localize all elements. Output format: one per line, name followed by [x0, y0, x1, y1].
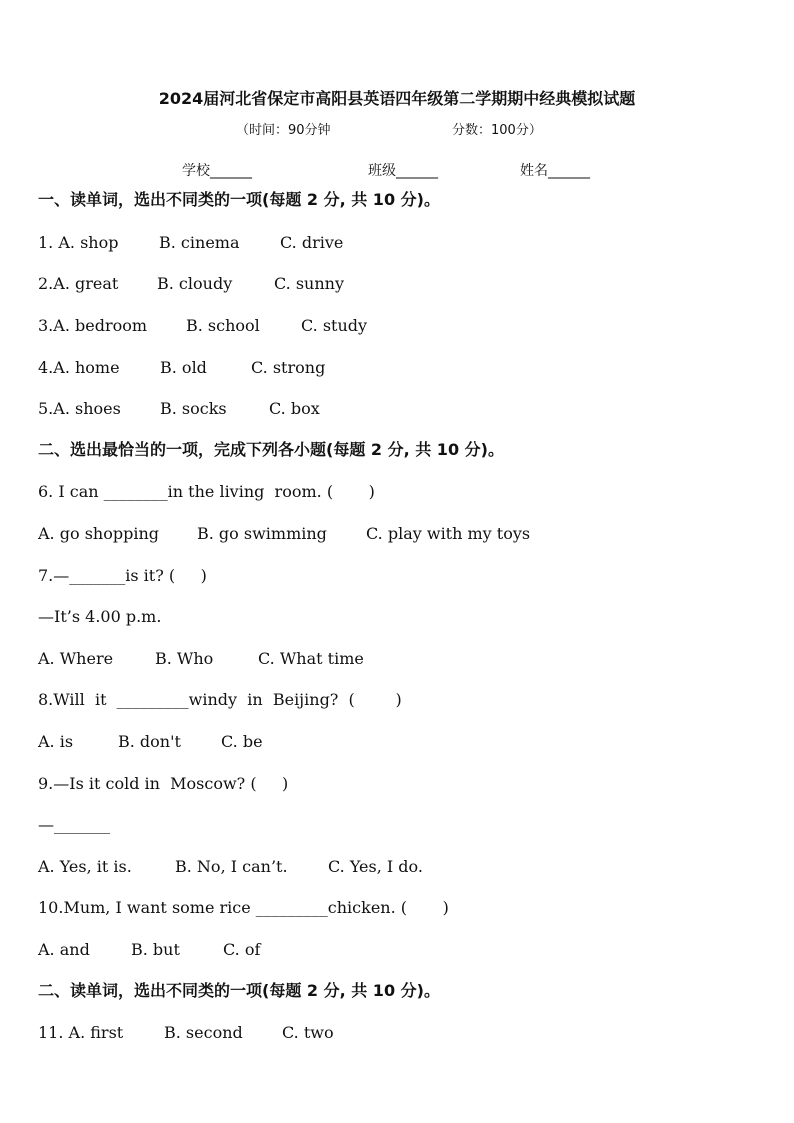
section-heading-3: 二、读单词，选出不同类的一项(每题 2 分, 共 10 分)。 [38, 981, 440, 1000]
school-field[interactable]: 学校______ [182, 163, 252, 179]
q11-option-c[interactable]: C. two [282, 1023, 334, 1042]
q10-option-c[interactable]: C. of [223, 940, 261, 959]
q7-answer-line: —It’s 4.00 p.m. [38, 607, 162, 626]
q6-option-a[interactable]: A. go shopping [38, 524, 159, 543]
q7-option-b[interactable]: B. Who [155, 649, 214, 668]
q7-stem: 7.—_______is it? ( ) [38, 566, 207, 585]
q10-option-b[interactable]: B. but [131, 940, 180, 959]
q7-option-c[interactable]: C. What time [258, 649, 364, 668]
q10-stem: 10.Mum, I want some rice _________chicken. ( ) [38, 898, 449, 917]
exam-title: 2024届河北省保定市高阳县英语四年级第二学期期中经典模拟试题 [158, 89, 636, 108]
q8-stem: 8.Will it _________windy in Beijing? ( ) [38, 690, 402, 709]
q9-option-b[interactable]: B. No, I can’t. [175, 857, 288, 876]
q4-option-c[interactable]: C. strong [251, 358, 326, 377]
q5-option-b[interactable]: B. socks [160, 399, 227, 418]
class-field[interactable]: 班级______ [368, 163, 438, 179]
q8-option-a[interactable]: A. is [38, 732, 74, 751]
q3-option-a[interactable]: 3.A. bedroom [38, 316, 148, 335]
q1-option-a[interactable]: 1. A. shop [38, 233, 119, 252]
q7-option-a[interactable]: A. Where [38, 649, 114, 668]
q3-option-c[interactable]: C. study [301, 316, 368, 335]
q11-option-b[interactable]: B. second [164, 1023, 243, 1042]
q8-option-b[interactable]: B. don't [118, 732, 181, 751]
q9-option-c[interactable]: C. Yes, I do. [328, 857, 423, 876]
exam-score: 分数：100分） [452, 123, 542, 138]
q1-option-c[interactable]: C. drive [280, 233, 344, 252]
q1-option-b[interactable]: B. cinema [159, 233, 240, 252]
q3-option-b[interactable]: B. school [186, 316, 260, 335]
section-heading-2: 二、选出最恰当的一项，完成下列各小题(每题 2 分, 共 10 分)。 [38, 440, 504, 459]
q5-option-a[interactable]: 5.A. shoes [38, 399, 121, 418]
section-heading-1: 一、读单词，选出不同类的一项(每题 2 分, 共 10 分)。 [38, 190, 440, 209]
q9-option-a[interactable]: A. Yes, it is. [38, 857, 132, 876]
q8-option-c[interactable]: C. be [221, 732, 263, 751]
q6-option-b[interactable]: B. go swimming [197, 524, 327, 543]
q2-option-a[interactable]: 2.A. great [38, 274, 119, 293]
q4-option-a[interactable]: 4.A. home [38, 358, 120, 377]
q2-option-b[interactable]: B. cloudy [157, 274, 233, 293]
q6-option-c[interactable]: C. play with my toys [366, 524, 531, 543]
q6-stem: 6. I can ________in the living room. ( ) [38, 482, 375, 501]
name-field[interactable]: 姓名______ [520, 163, 590, 179]
q4-option-b[interactable]: B. old [160, 358, 207, 377]
q11-option-a[interactable]: 11. A. first [38, 1023, 124, 1042]
q5-option-c[interactable]: C. box [269, 399, 320, 418]
q10-option-a[interactable]: A. and [38, 940, 90, 959]
q9-stem: 9.—Is it cold in Moscow? ( ) [38, 774, 289, 793]
exam-time: （时间：90分钟 [236, 123, 331, 138]
q9-answer-line: —_______ [38, 815, 110, 834]
q2-option-c[interactable]: C. sunny [274, 274, 345, 293]
